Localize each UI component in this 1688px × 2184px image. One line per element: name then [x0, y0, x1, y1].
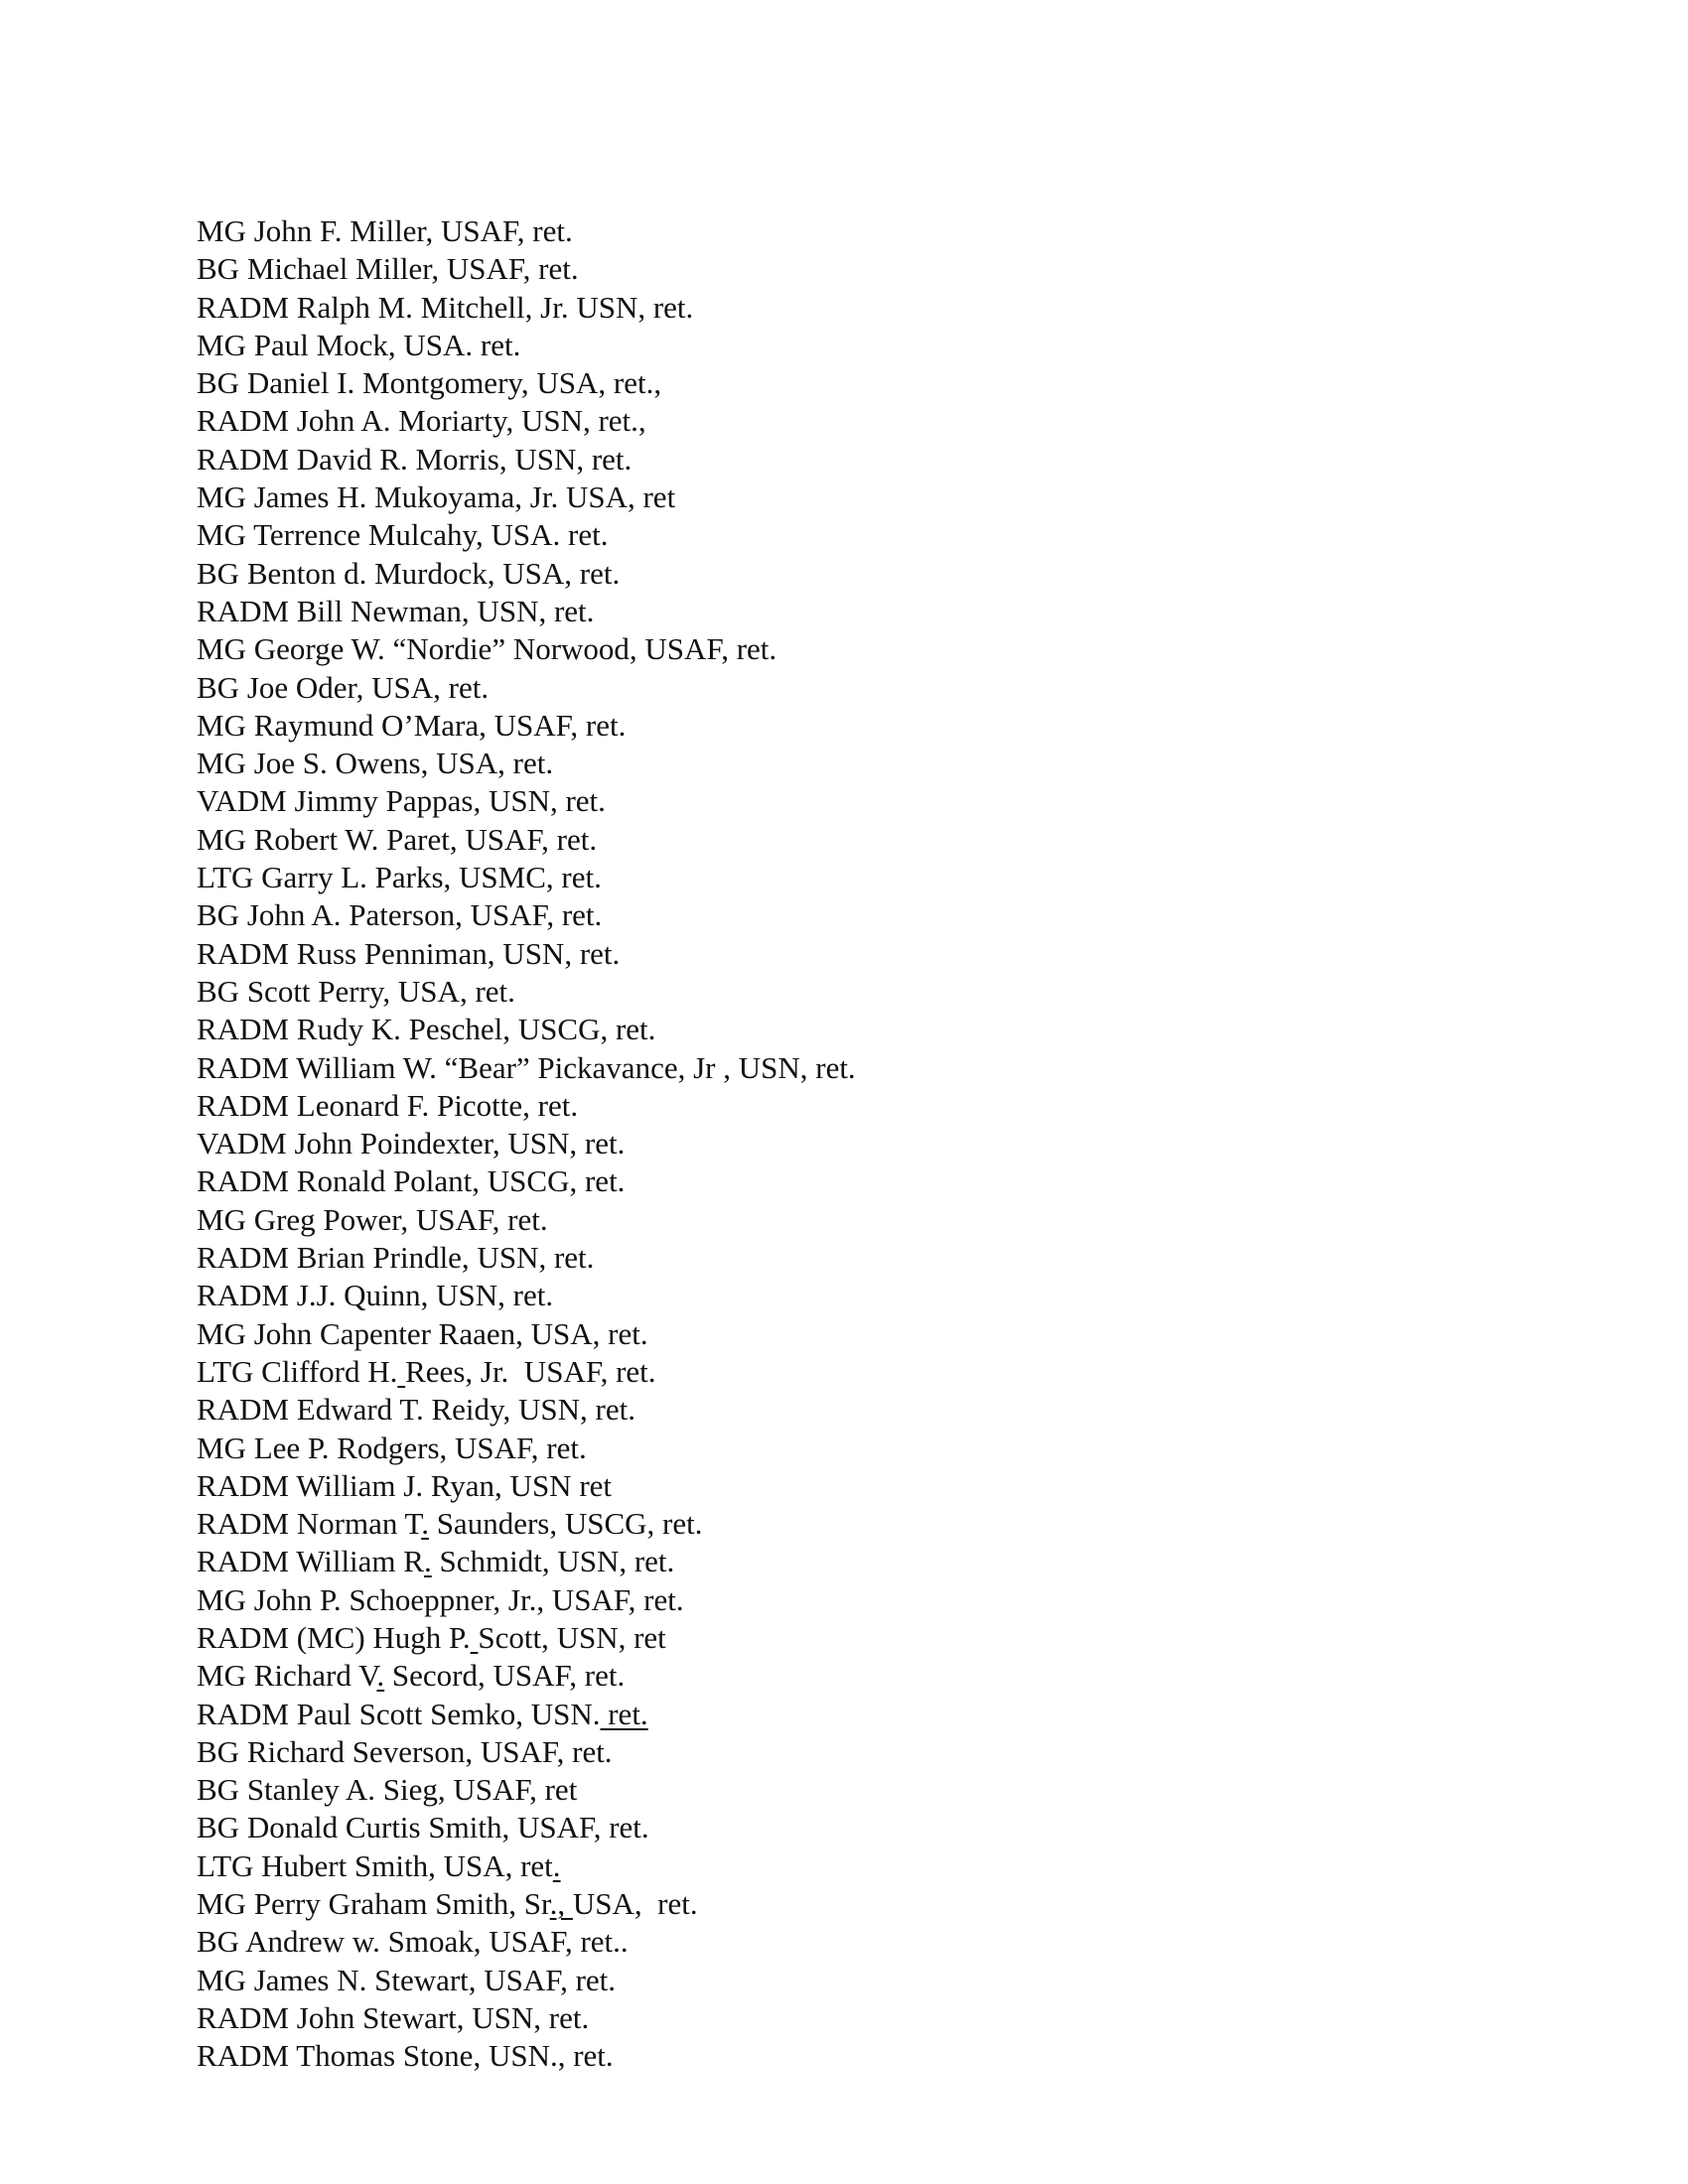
entry-text: RADM Leonard F. Picotte, ret.	[197, 1087, 579, 1123]
signatory-entry	[197, 212, 1487, 250]
signatory-entry	[197, 669, 1487, 707]
signatory-entry	[197, 2037, 1487, 2075]
entry-text: MG Greg Power, USAF, ret.	[197, 1201, 548, 1237]
entry-text: MG George W. “Nordie” Norwood, USAF, ret.	[197, 631, 777, 667]
entry-text: MG Raymund O’Mara, USAF, ret.	[197, 707, 627, 743]
signatory-entry	[197, 1923, 1487, 1961]
entry-text: Saunders, USCG, ret.	[428, 1506, 703, 1542]
entry-text: RADM John Stewart, USN, ret.	[197, 1999, 590, 2035]
entry-text: RADM Rudy K. Peschel, USCG, ret.	[197, 1012, 656, 1047]
entry-text: RADM John A. Moriarty, USN, ret.,	[197, 403, 646, 439]
signatory-entry	[197, 593, 1487, 630]
entry-text: LTG Clifford H.	[197, 1353, 398, 1389]
entry-text: MG Richard V	[197, 1658, 377, 1694]
signatory-entry	[197, 555, 1487, 593]
entry-text: MG John Capenter Raaen, USA, ret.	[197, 1315, 648, 1351]
signatory-entry	[197, 1353, 1487, 1391]
signatory-entry	[197, 973, 1487, 1011]
signatory-entry	[197, 1962, 1487, 1999]
signatory-entry	[197, 1696, 1487, 1733]
underlined-text: .	[376, 1658, 385, 1694]
signatory-entry	[197, 1277, 1487, 1314]
entry-text: BG John A. Paterson, USAF, ret.	[197, 897, 603, 933]
entry-text: BG Richard Severson, USAF, ret.	[197, 1733, 613, 1769]
entry-text: MG Paul Mock, USA. ret.	[197, 327, 521, 362]
entry-text: VADM John Poindexter, USN, ret.	[197, 1126, 626, 1161]
signatory-entry	[197, 516, 1487, 554]
signatory-entry	[197, 1847, 1487, 1885]
signatory-entry	[197, 1201, 1487, 1239]
signatory-entry	[197, 478, 1487, 516]
underlined-text: .	[423, 1544, 432, 1579]
entry-text: RADM Brian Prindle, USN, ret.	[197, 1240, 595, 1276]
signatory-entry	[197, 1885, 1487, 1923]
entry-text: RADM Ralph M. Mitchell, Jr. USN, ret.	[197, 289, 694, 325]
entry-text: RADM Russ Penniman, USN, ret.	[197, 935, 621, 971]
signatory-entry	[197, 1581, 1487, 1619]
entry-text: RADM J.J. Quinn, USN, ret.	[197, 1278, 554, 1313]
entry-text: BG Andrew w. Smoak, USAF, ret..	[197, 1924, 629, 1960]
entry-text: BG Stanley A. Sieg, USAF, ret	[197, 1772, 578, 1808]
entry-text: LTG Garry L. Parks, USMC, ret.	[197, 860, 602, 895]
underlined-text: .,	[549, 1886, 573, 1922]
entry-text: RADM Thomas Stone, USN., ret.	[197, 2038, 614, 2074]
entry-text: RADM David R. Morris, USN, ret.	[197, 441, 633, 477]
signatory-entry	[197, 1467, 1487, 1505]
entry-text: BG Benton d. Murdock, USA, ret.	[197, 555, 621, 591]
signatory-entry	[197, 364, 1487, 402]
entry-text: RADM William J. Ryan, USN ret	[197, 1467, 613, 1503]
entry-text: Secord, USAF, ret.	[384, 1658, 626, 1694]
signatory-entry	[197, 1999, 1487, 2037]
signatory-entry	[197, 1771, 1487, 1809]
signatory-entry	[197, 1657, 1487, 1695]
entry-text: Rees, Jr. USAF, ret.	[405, 1353, 656, 1389]
entry-text: MG James N. Stewart, USAF, ret.	[197, 1962, 617, 1997]
signatory-entry	[197, 1049, 1487, 1087]
entry-text: VADM Jimmy Pappas, USN, ret.	[197, 783, 606, 819]
entry-text: RADM Bill Newman, USN, ret.	[197, 593, 595, 628]
entry-text: LTG Hubert Smith, USA, ret	[197, 1847, 553, 1883]
signatory-entry	[197, 250, 1487, 288]
signatory-entry	[197, 1505, 1487, 1543]
entry-text: RADM William W. “Bear” Pickavance, Jr , USN, ret.	[197, 1049, 856, 1085]
underlined-text	[397, 1354, 405, 1389]
underlined-text: .	[552, 1847, 561, 1883]
entry-text: RADM Norman T	[197, 1506, 422, 1542]
signatory-entry	[197, 707, 1487, 745]
entry-text: RADM Ronald Polant, USCG, ret.	[197, 1163, 626, 1199]
signatory-entry	[197, 1125, 1487, 1162]
signatory-entry	[197, 1239, 1487, 1277]
entry-text: RADM William R	[197, 1544, 424, 1579]
entry-text: MG James H. Mukoyama, Jr. USA, ret	[197, 479, 676, 515]
entry-text: RADM Edward T. Reidy, USN, ret.	[197, 1392, 635, 1428]
signatory-entry	[197, 1809, 1487, 1846]
entry-text: MG Terrence Mulcahy, USA. ret.	[197, 517, 609, 553]
entry-text: Schmidt, USN, ret.	[431, 1544, 675, 1579]
entry-text: Scott, USN, ret	[478, 1619, 666, 1655]
entry-text: MG Joe S. Owens, USA, ret.	[197, 746, 554, 781]
underlined-text: .	[421, 1506, 429, 1542]
signatory-entry	[197, 1087, 1487, 1125]
entry-text: RADM (MC) Hugh P.	[197, 1619, 471, 1655]
signatory-entry	[197, 859, 1487, 896]
signatory-entry	[197, 1391, 1487, 1429]
signatory-list	[197, 212, 1487, 2076]
entry-text: BG Scott Perry, USA, ret.	[197, 973, 515, 1009]
entry-text: MG Robert W. Paret, USAF, ret.	[197, 821, 598, 857]
entry-text: MG John P. Schoeppner, Jr., USAF, ret.	[197, 1581, 684, 1617]
entry-text: MG Lee P. Rodgers, USAF, ret.	[197, 1430, 587, 1465]
entry-text: RADM Paul Scott Semko, USN.	[197, 1696, 601, 1731]
entry-text: BG Joe Oder, USA, ret.	[197, 669, 490, 705]
signatory-entry	[197, 327, 1487, 364]
entry-text: MG John F. Miller, USAF, ret.	[197, 213, 573, 248]
signatory-entry	[197, 1162, 1487, 1200]
signatory-entry	[197, 1619, 1487, 1657]
entry-text: USA, ret.	[572, 1886, 698, 1922]
signatory-entry	[197, 1315, 1487, 1353]
underlined-text: ret.	[600, 1696, 648, 1731]
signatory-entry	[197, 1430, 1487, 1467]
entry-text: MG Perry Graham Smith, Sr	[197, 1886, 550, 1922]
signatory-entry	[197, 1011, 1487, 1048]
signatory-entry	[197, 821, 1487, 859]
signatory-entry	[197, 1543, 1487, 1580]
signatory-entry	[197, 896, 1487, 934]
signatory-entry	[197, 782, 1487, 820]
signatory-entry	[197, 289, 1487, 327]
signatory-entry	[197, 402, 1487, 440]
signatory-entry	[197, 630, 1487, 668]
signatory-entry	[197, 441, 1487, 478]
signatory-entry	[197, 935, 1487, 973]
entry-text: BG Daniel I. Montgomery, USA, ret.,	[197, 365, 662, 401]
signatory-entry	[197, 745, 1487, 782]
entry-text: BG Donald Curtis Smith, USAF, ret.	[197, 1810, 649, 1845]
signatory-entry	[197, 1733, 1487, 1771]
entry-text: BG Michael Miller, USAF, ret.	[197, 251, 579, 287]
